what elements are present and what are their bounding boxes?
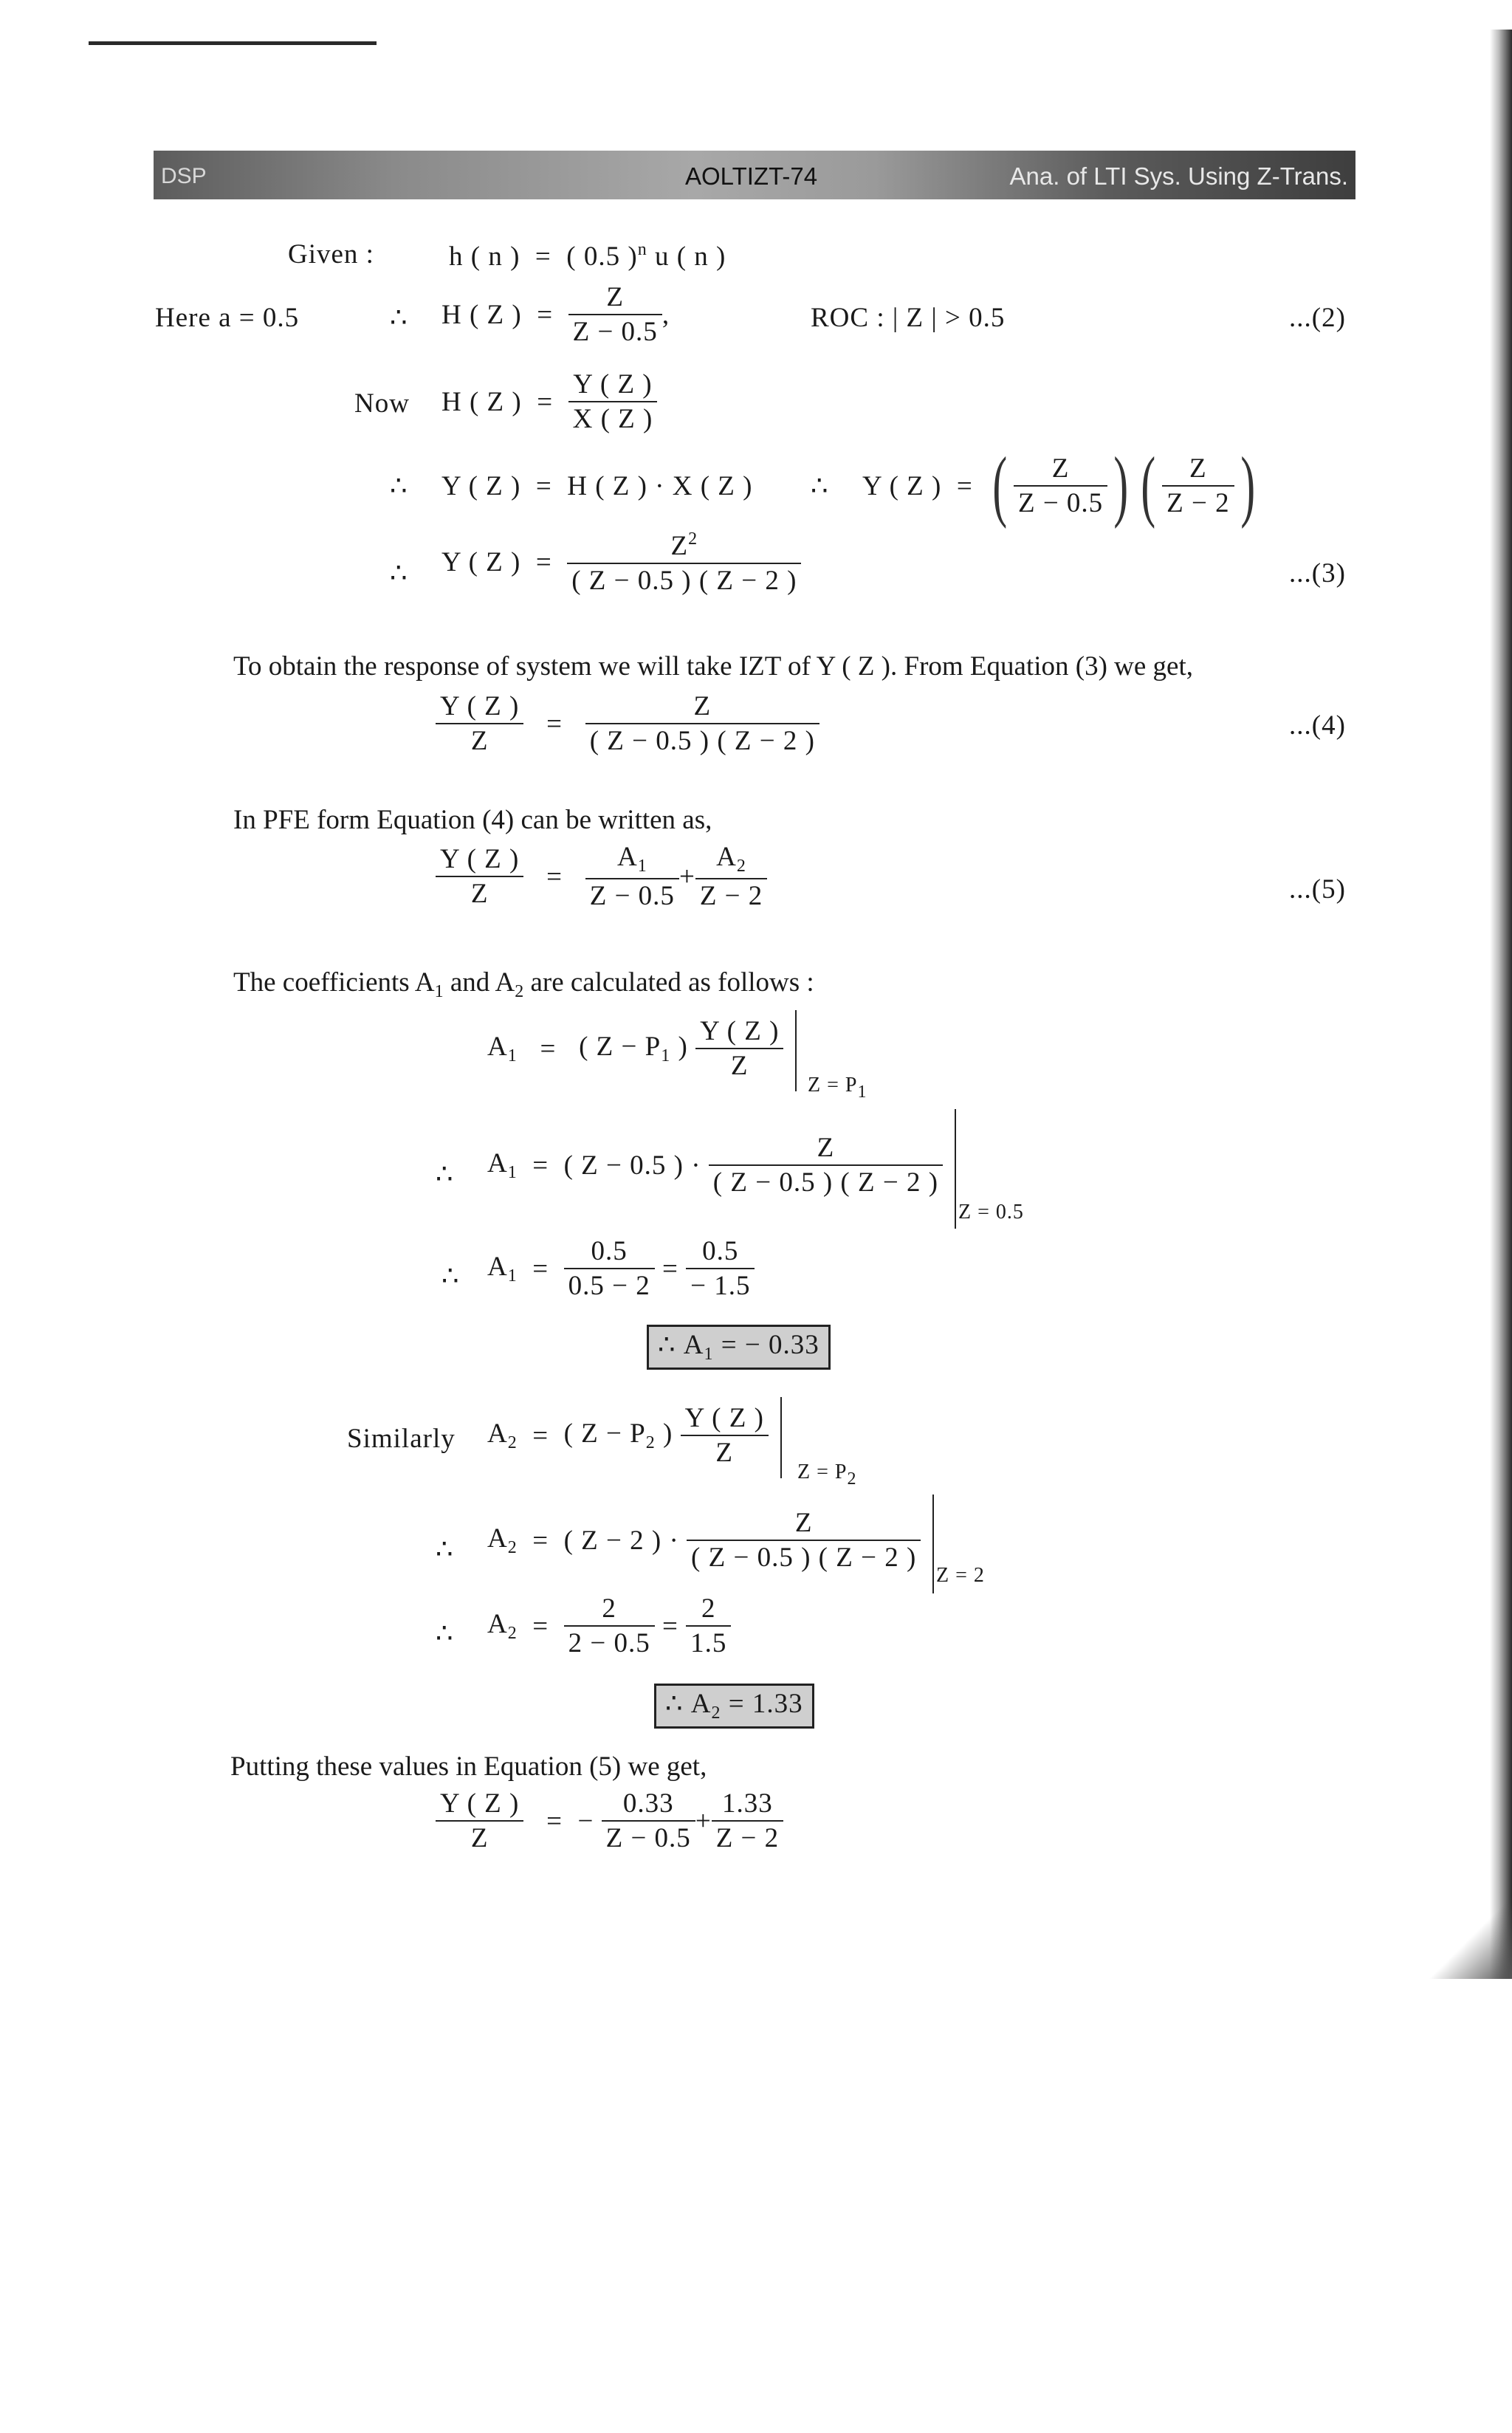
- a1-sub-lhs-sub: 1: [507, 1162, 518, 1182]
- now-label: Now: [354, 388, 410, 419]
- yz-closed-fraction: [567, 530, 801, 594]
- lhs-num: Y ( Z ): [436, 693, 523, 724]
- a2-at-sub: 2: [847, 1469, 857, 1489]
- final-equation: [436, 1790, 783, 1852]
- lhs-num: Y ( Z ): [436, 845, 523, 877]
- paren-close: ): [1240, 442, 1256, 529]
- paren-open: (: [1141, 442, 1156, 529]
- header-left: DSP: [161, 164, 207, 188]
- a2-calc-d2: 1.5: [690, 1628, 727, 1658]
- a1-sub-eval-fraction: [709, 1134, 956, 1196]
- a1-definition: [487, 1018, 797, 1080]
- hz-lhs: H ( Z ): [441, 299, 522, 330]
- a1-def-eq: =: [540, 1033, 557, 1064]
- hz-ratio-eq: =: [537, 386, 554, 417]
- a1-calc-eq: =: [532, 1253, 549, 1284]
- a1-eval-fraction: [695, 1018, 797, 1080]
- a2-lhs: [487, 1420, 518, 1452]
- lhs-fraction: [436, 693, 523, 755]
- hz-ratio-fraction: [568, 371, 658, 433]
- a1-calc-eq2: =: [662, 1253, 678, 1284]
- a2-factor-text: ( Z − P: [563, 1418, 646, 1449]
- factor-1-den: Z − 0.5: [1017, 488, 1104, 518]
- final-term-2: [712, 1790, 783, 1852]
- a1-lhs: [487, 1033, 518, 1065]
- roc-label: ROC : | Z | > 0.5: [811, 303, 1006, 333]
- similarly-label: Similarly: [347, 1424, 456, 1454]
- num-exp: 2: [688, 529, 698, 549]
- given-rhs-tail: u ( n ): [654, 241, 726, 272]
- yz-lhs-2: [862, 473, 973, 500]
- a2-calc-lhs: [487, 1610, 518, 1642]
- a1-at-sub: 1: [857, 1082, 867, 1102]
- final-n2: 1.33: [712, 1790, 783, 1822]
- given-equation: [449, 241, 726, 270]
- final-lhs-den: Z: [470, 1823, 489, 1853]
- para3-mid: and A: [443, 967, 515, 998]
- running-header: [154, 151, 1355, 199]
- a1-result-value: = − 0.33: [721, 1330, 819, 1360]
- a1-calc-d1: 0.5 − 2: [568, 1271, 650, 1301]
- a1-calc-lhs: [487, 1253, 518, 1285]
- hz-ratio-equation: [441, 371, 657, 433]
- a1-result-box: [647, 1325, 831, 1370]
- rhs-den: ( Z − 0.5 ) ( Z − 2 ): [589, 726, 815, 756]
- final-n1: 0.33: [602, 1790, 695, 1822]
- equation-tag-2: ...(2): [1289, 303, 1346, 333]
- page-corner-shadow: [1416, 1890, 1512, 1979]
- a2-calc-d1: 2 − 0.5: [568, 1628, 650, 1658]
- a2-result-therefore: ∴: [665, 1689, 684, 1719]
- factor-2-den: Z − 2: [1166, 488, 1230, 518]
- a2-def-num: Y ( Z ): [681, 1404, 769, 1436]
- given-label: Given :: [288, 239, 374, 270]
- equation-5: [436, 843, 767, 910]
- a2-subscript: 2: [736, 857, 746, 876]
- a1-sub-factor: ( Z − 0.5 ) ·: [563, 1150, 701, 1181]
- a1-sub-lhs: [487, 1147, 518, 1182]
- a2-factor-close: ): [655, 1418, 673, 1449]
- a2-lhs-sub: 2: [507, 1432, 518, 1452]
- a2-calc-n1: 2: [564, 1595, 655, 1627]
- eq4-eq: =: [546, 708, 563, 739]
- a2-sub-num: Z: [687, 1509, 921, 1541]
- yz-lhs: Y ( Z ): [441, 471, 521, 501]
- a2-calc-lhs-symbol: A: [487, 1608, 508, 1639]
- a2-definition: [487, 1404, 782, 1466]
- a1-calc-lhs-sub: 1: [507, 1266, 518, 1286]
- yz-closed-den: ( Z − 0.5 ) ( Z − 2 ): [571, 566, 797, 596]
- evaluation-bar: [932, 1495, 934, 1593]
- evaluation-bar: [780, 1397, 782, 1478]
- yz-closed-lhs: Y ( Z ): [441, 547, 521, 577]
- a2-result-lhs: A: [690, 1689, 712, 1719]
- a2-calc-frac-1: [564, 1595, 655, 1657]
- paragraph-putting-values: Putting these values in Equation (5) we get,: [230, 1751, 707, 1782]
- a1-lhs-sub: 1: [507, 1046, 518, 1065]
- rhs-fraction: [585, 693, 819, 755]
- para3-pre: The coefficients A: [233, 967, 435, 998]
- hz-num: Z: [568, 284, 662, 315]
- a1-symbol: A: [616, 842, 638, 872]
- yz-rhs: H ( Z ) · X ( Z ): [567, 471, 753, 501]
- top-rule: [89, 41, 377, 45]
- a1-factor-sub: 1: [661, 1046, 671, 1065]
- pfe-term-2: [695, 843, 767, 910]
- a2-eval-fraction: [681, 1404, 782, 1466]
- pfe-term-2-den: Z − 2: [699, 881, 763, 911]
- a2-calculation: [487, 1595, 731, 1657]
- a2-calc-eq2: =: [662, 1610, 678, 1641]
- therefore-symbol: ∴: [441, 1261, 460, 1291]
- a1-sub-den: ( Z − 0.5 ) ( Z − 2 ): [712, 1167, 939, 1198]
- paragraph-pfe: In PFE form Equation (4) can be written as,: [233, 805, 712, 835]
- a1-calc-n1: 0.5: [564, 1238, 655, 1269]
- hz-fraction: [568, 284, 662, 346]
- therefore-symbol: ∴: [390, 558, 408, 588]
- a2-calc-n2: 2: [686, 1595, 731, 1627]
- yz-eq2: =: [956, 471, 973, 501]
- lhs-den: Z: [470, 726, 489, 756]
- plus-sign: +: [678, 861, 695, 892]
- paragraph-coefficients: [233, 969, 814, 1001]
- a2-symbol: A: [716, 842, 737, 872]
- final-lhs-num: Y ( Z ): [436, 1790, 523, 1822]
- therefore-symbol: ∴: [390, 303, 408, 333]
- a2-result-sub: 2: [711, 1703, 721, 1723]
- a1-def-factor: [579, 1033, 688, 1065]
- a2-sub-den: ( Z − 0.5 ) ( Z − 2 ): [691, 1542, 917, 1573]
- a1-at: Z = P: [808, 1074, 858, 1097]
- therefore-symbol: ∴: [436, 1159, 454, 1190]
- final-term-1: [602, 1790, 695, 1852]
- a1-calc-frac-1: [564, 1238, 655, 1300]
- paren-open: (: [992, 442, 1008, 529]
- therefore-symbol: ∴: [436, 1619, 454, 1649]
- hz-ratio-den: X ( Z ): [572, 404, 653, 434]
- a2-sub-lhs: [487, 1525, 518, 1557]
- a2-calc-frac-2: [686, 1595, 731, 1657]
- header-chapter-title: Ana. of LTI Sys. Using Z-Trans.: [1009, 162, 1348, 190]
- yz-eq: =: [535, 471, 552, 501]
- a2-def-eq: =: [532, 1420, 549, 1451]
- yz-factors: [986, 442, 1262, 529]
- equation-tag-5: ...(5): [1289, 874, 1346, 905]
- hz-eq: =: [537, 299, 554, 330]
- para3-sub1: 1: [434, 982, 444, 1001]
- final-lhs-fraction: [436, 1790, 523, 1852]
- a2-eval-point: [797, 1462, 856, 1488]
- pfe-term-1-den: Z − 0.5: [589, 881, 675, 911]
- a1-sub-num: Z: [709, 1134, 943, 1166]
- pfe-term-2-num: [695, 843, 767, 879]
- a2-sub-eval-point: Z = 2: [936, 1564, 985, 1587]
- equation-4: [436, 693, 819, 755]
- hz-ratio-lhs: H ( Z ): [441, 386, 522, 417]
- evaluation-bar: [795, 1010, 797, 1091]
- yz-closed-num: [567, 530, 801, 564]
- a1-calc-frac-2: [686, 1238, 755, 1300]
- a2-def-den: Z: [715, 1438, 734, 1468]
- final-d2: Z − 2: [715, 1823, 780, 1853]
- final-minus: −: [577, 1805, 594, 1836]
- factor-2-num: Z: [1162, 455, 1234, 487]
- yz-closed-form: [441, 530, 801, 594]
- a2-factor-sub: 2: [645, 1432, 656, 1452]
- a2-sub-eq: =: [532, 1525, 549, 1556]
- final-eq: =: [546, 1805, 563, 1836]
- equation-tag-4: ...(4): [1289, 710, 1346, 741]
- a1-result-lhs: A: [683, 1330, 704, 1360]
- a1-sub-eq: =: [532, 1150, 549, 1181]
- therefore-symbol: ∴: [436, 1534, 454, 1565]
- final-d1: Z − 0.5: [605, 1823, 691, 1853]
- a1-calculation: [487, 1238, 755, 1300]
- equation-tag-3: ...(3): [1289, 558, 1346, 588]
- here-a-label: Here a = 0.5: [155, 303, 300, 333]
- a1-def-den: Z: [730, 1051, 749, 1081]
- a1-substitution: [487, 1134, 956, 1196]
- hz-den: Z − 0.5: [572, 317, 658, 347]
- a1-calc-lhs-symbol: A: [487, 1251, 508, 1282]
- rhs-num: Z: [585, 693, 819, 724]
- para3-sub2: 2: [515, 982, 524, 1001]
- a1-sub-eval-point: Z = 0.5: [958, 1201, 1024, 1224]
- a1-calc-n2: 0.5: [686, 1238, 755, 1269]
- pfe-term-1: [585, 843, 679, 910]
- final-plus: +: [695, 1805, 712, 1836]
- given-eq: =: [535, 241, 551, 272]
- yz-product-equation: [441, 473, 752, 500]
- given-rhs-exp: n: [637, 240, 647, 259]
- paren-close: ): [1113, 442, 1129, 529]
- paragraph-izt: To obtain the response of system we will take IZT of Y ( Z ). From Equation (3) we get,: [233, 651, 1193, 682]
- a1-factor-text: ( Z − P: [579, 1031, 662, 1062]
- therefore-symbol: ∴: [811, 471, 829, 501]
- therefore-symbol: ∴: [390, 471, 408, 501]
- a2-result-box: [654, 1684, 814, 1729]
- a2-def-factor: [564, 1420, 673, 1452]
- a2-at: Z = P: [797, 1461, 848, 1483]
- a2-sub-lhs-symbol: A: [487, 1523, 508, 1554]
- a1-factor-close: ): [670, 1031, 688, 1062]
- a1-result-therefore: ∴: [658, 1330, 676, 1360]
- a2-result-value: = 1.33: [728, 1689, 803, 1719]
- a1-def-num: Y ( Z ): [695, 1018, 783, 1049]
- lhs-fraction: [436, 845, 523, 907]
- a2-sub-factor: ( Z − 2 ) ·: [563, 1525, 679, 1556]
- factor-2: [1162, 455, 1234, 517]
- given-line: [288, 241, 374, 268]
- header-page-code: AOLTIZT-74: [685, 162, 818, 190]
- a1-calc-d2: − 1.5: [690, 1271, 751, 1301]
- hz-comma: ,: [662, 299, 670, 330]
- factor-1: [1014, 455, 1107, 517]
- factor-1-num: Z: [1014, 455, 1107, 487]
- hz-equation: [441, 284, 670, 346]
- a2-sub-lhs-sub: 2: [507, 1537, 518, 1557]
- given-lhs: h ( n ): [449, 241, 520, 272]
- a1-lhs-symbol: A: [487, 1031, 508, 1062]
- evaluation-bar: [955, 1109, 956, 1229]
- given-rhs-base: ( 0.5 ): [566, 241, 638, 272]
- a1-sub-lhs-symbol: A: [487, 1147, 508, 1178]
- eq5-eq: =: [546, 861, 563, 892]
- num-base: Z: [670, 531, 689, 561]
- page-edge-shadow: [1490, 30, 1512, 1979]
- yz-lhs2: Y ( Z ): [862, 471, 942, 501]
- a2-lhs-symbol: A: [487, 1418, 508, 1449]
- a2-calc-eq: =: [532, 1610, 549, 1641]
- a2-calc-lhs-sub: 2: [507, 1623, 518, 1643]
- yz-closed-eq: =: [535, 547, 552, 577]
- a2-sub-eval-fraction: [687, 1509, 934, 1571]
- a1-subscript: 1: [637, 857, 647, 876]
- hz-ratio-num: Y ( Z ): [568, 371, 658, 402]
- a2-substitution: [487, 1509, 934, 1571]
- a1-eval-point: [808, 1075, 867, 1101]
- para3-post: are calculated as follows :: [523, 967, 814, 998]
- pfe-term-1-num: [585, 843, 679, 879]
- lhs-den: Z: [470, 879, 489, 909]
- a1-result-sub: 1: [704, 1345, 714, 1364]
